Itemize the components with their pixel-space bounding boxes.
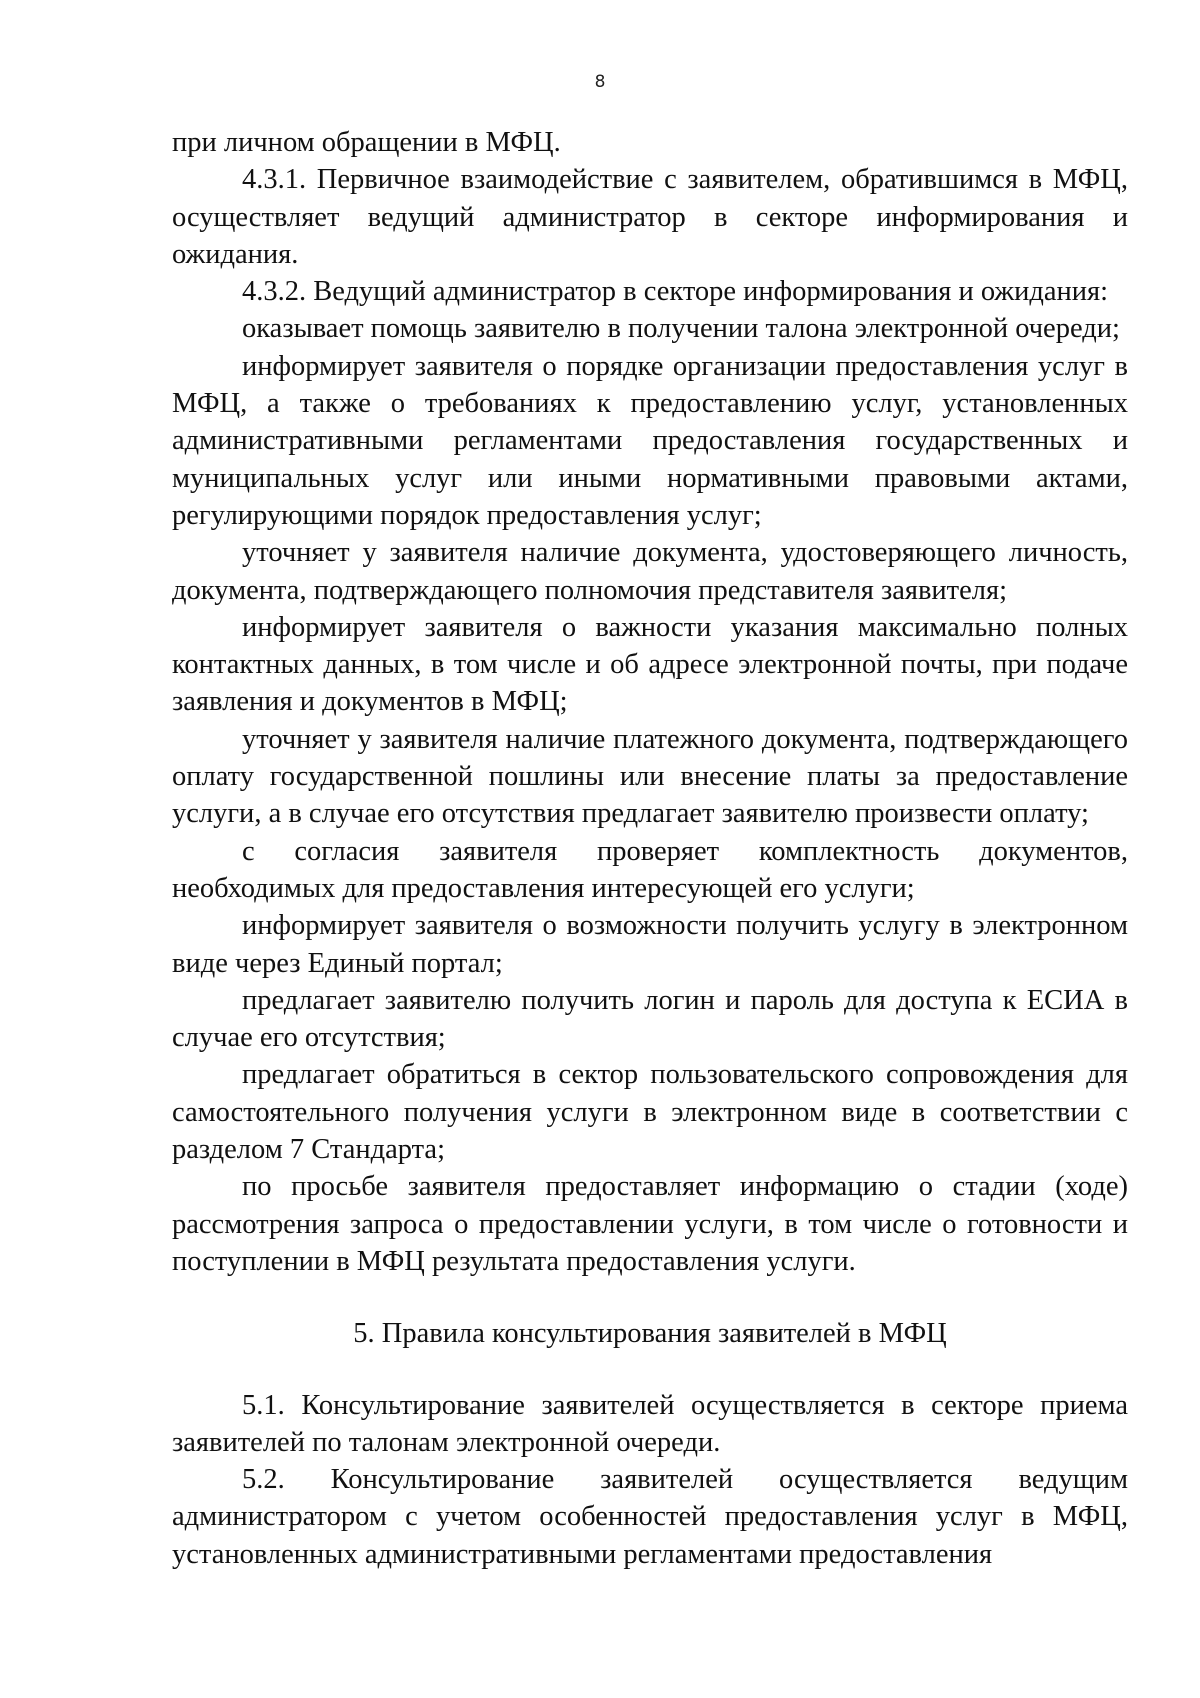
section-heading: 5. Правила консультирования заявителей в МФЦ [353,1318,947,1350]
paragraph: уточняет у заявителя наличие документа, удостоверяющего личность, документа, подтверждающего полномочия представителя заявителя; [172,537,1128,606]
paragraph: 4.3.1. Первичное взаимодействие с заявителем, обратившимся в МФЦ, осуществляет ведущий администратор в секторе информирования и ожидания. [172,164,1128,270]
paragraph: предлагает обратиться в сектор пользовательского сопровождения для самостоятельного получения услуги в электронном виде в соответствии с разделом 7 Стандарта; [172,1059,1128,1166]
paragraph: информирует заявителя о важности указания максимально полных контактных данных, в том числе и об адресе электронной почты, при подаче заявления и документов в МФЦ; [172,611,1128,718]
paragraph: 5.2. Консультирование заявителей осуществляется ведущим администратором с учетом особенностей предоставления услуг в МФЦ, установленных административными регламентами предоставления [172,1464,1128,1570]
paragraph: 5.1. Консультирование заявителей осуществляется в секторе приема заявителей по талонам электронной очереди. [172,1389,1128,1458]
paragraphs-top [172,124,1128,1280]
paragraph: оказывает помощь заявителю в получении талона электронной очереди; [242,313,1120,345]
paragraph: уточняет у заявителя наличие платежного документа, подтверждающего оплату государственной пошлины или внесение платы за предоставление услуги, а в случае его отсутствия предлагает заявителю произвести оплату; [172,723,1128,830]
paragraph: предлагает заявителю получить логин и пароль для доступа к ЕСИА в случае его отсутствия; [172,984,1128,1054]
document-body [172,124,1128,1573]
paragraph: 4.3.2. Ведущий администратор в секторе информирования и ожидания: [242,276,1109,308]
paragraphs-bottom [172,1387,1128,1573]
paragraph: при личном обращении в МФЦ. [172,127,561,158]
paragraph: информирует заявителя о возможности получить услугу в электронном виде через Единый портал; [172,910,1128,979]
paragraph: с согласия заявителя проверяет комплектность документов, необходимых для предоставления интересующей его услуги; [172,835,1128,904]
paragraph: по просьбе заявителя предоставляет информацию о стадии (ходе) рассмотрения запроса о предоставлении услуги, в том числе о готовности и поступлении в МФЦ результата предоставления услуги. [172,1171,1128,1277]
page-number: 8 [594,72,606,92]
paragraph: информирует заявителя о порядке организации предоставления услуг в МФЦ, а также о требованиях к предоставлению услуг, установленных административными регламентами предоставления государственных и муниципальных услуг или иными нормативными правовыми актами, регулирующими порядок предоставления услуг; [172,350,1128,531]
